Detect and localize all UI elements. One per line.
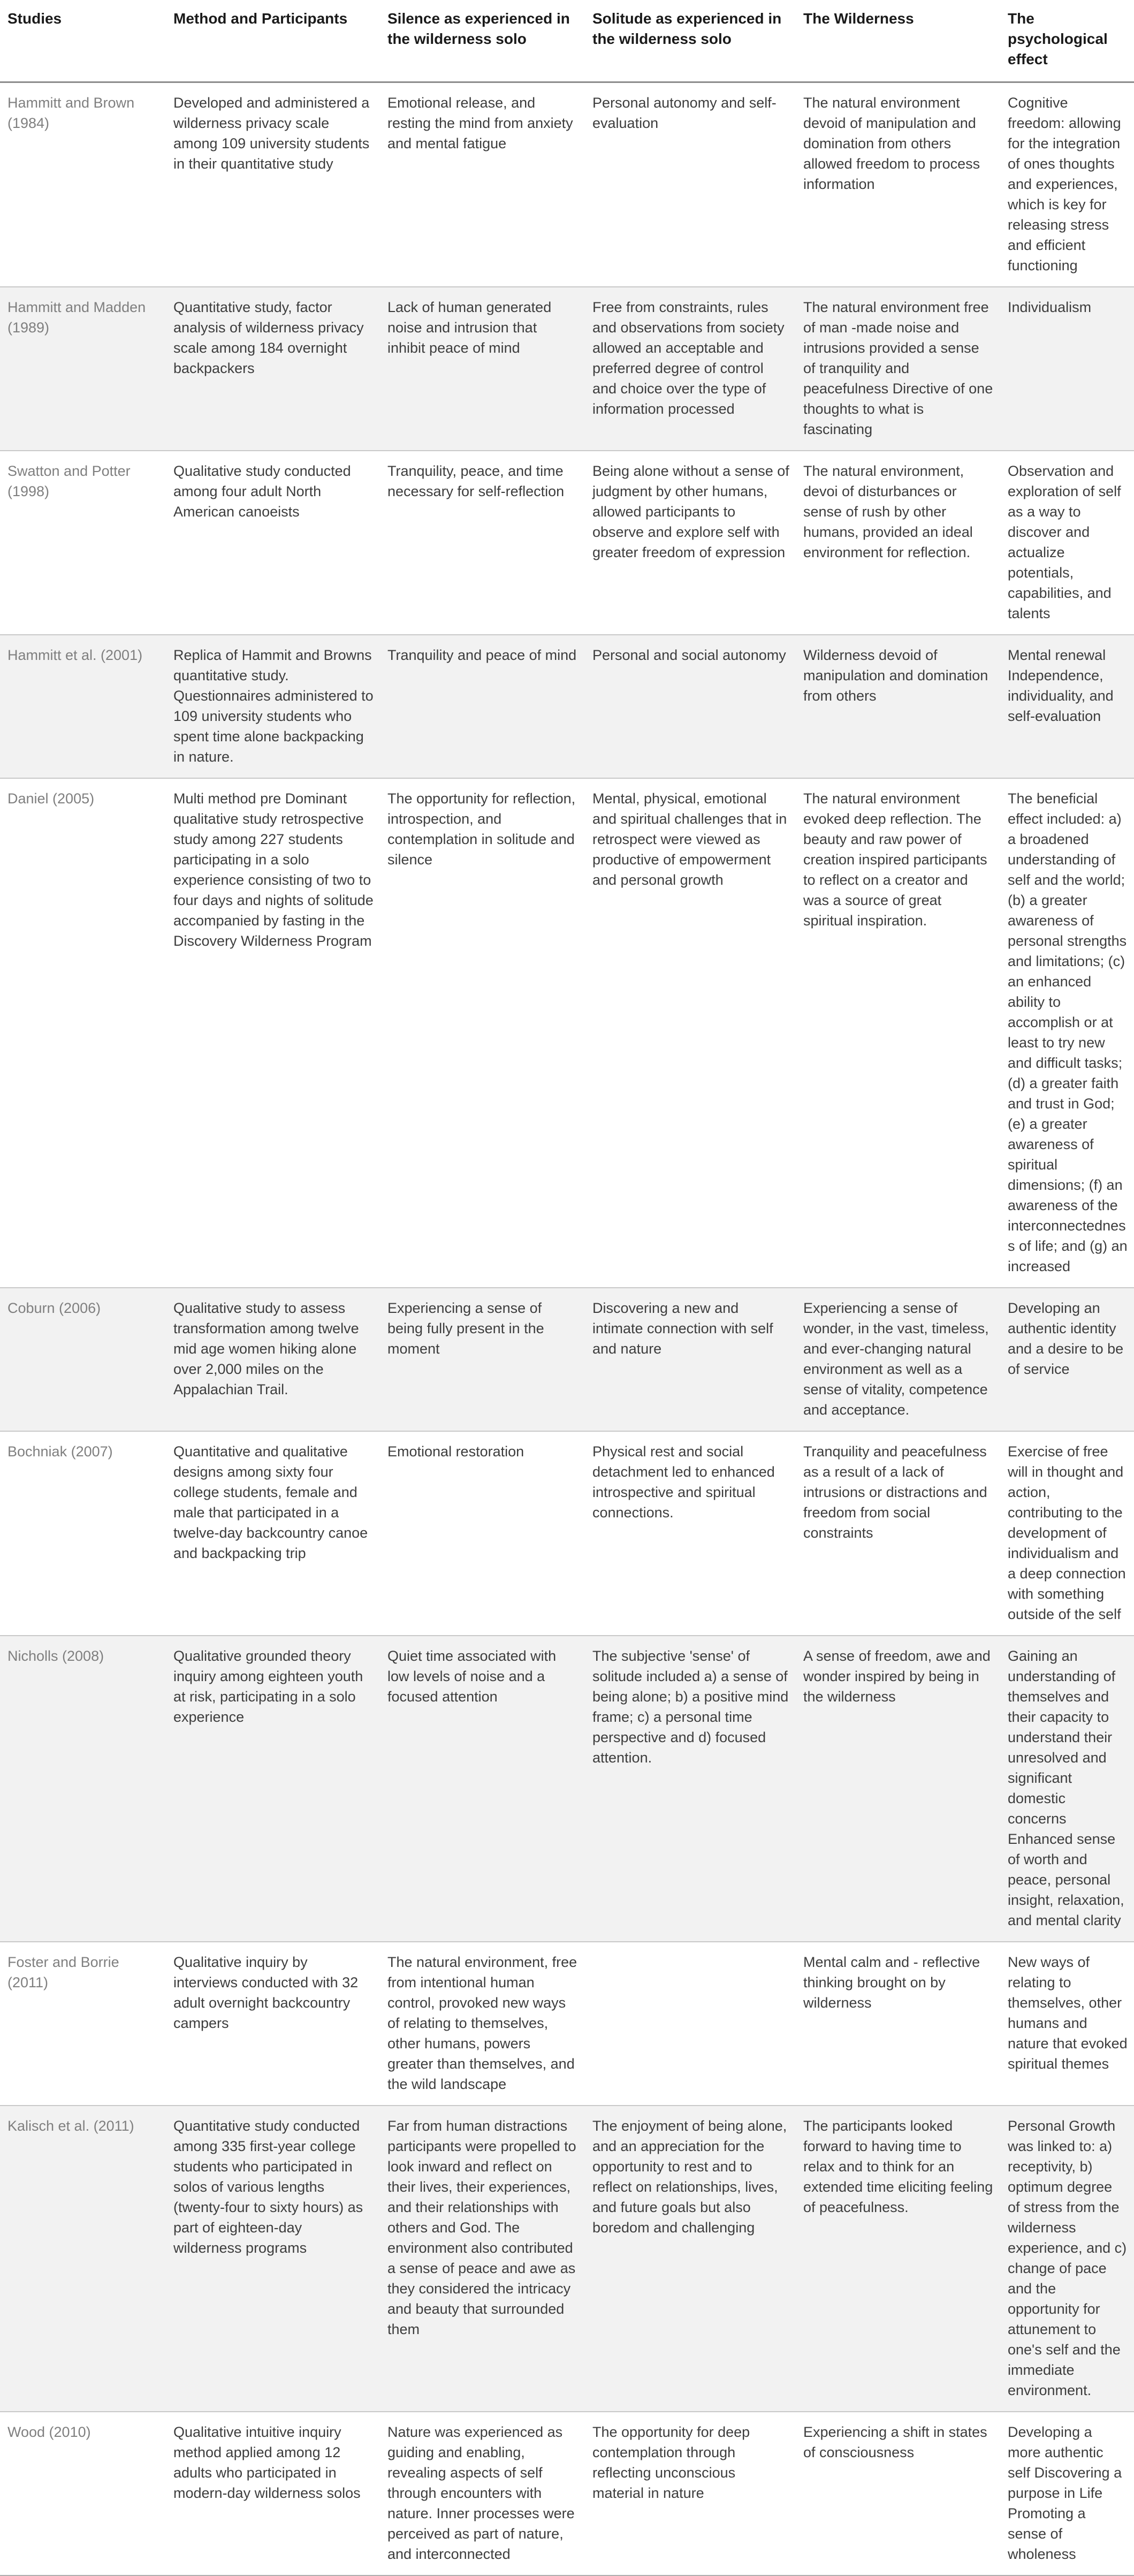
cell-solitude: Personal and social autonomy xyxy=(585,635,796,778)
table-row xyxy=(0,1942,1134,2106)
table-row xyxy=(0,1431,1134,1636)
cell-silence: Tranquility and peace of mind xyxy=(380,635,585,778)
cell-solitude: Physical rest and social detachment led to enhanced introspective and spiritual connections. xyxy=(585,1431,796,1636)
header-studies: Studies xyxy=(0,0,166,82)
cell-method: Qualitative grounded theory inquiry among eighteen youth at risk, participating in a solo experience xyxy=(166,1636,380,1942)
table-header xyxy=(0,0,1134,82)
cell-method: Developed and administered a wilderness privacy scale among 109 university students in their quantitative study xyxy=(166,82,380,287)
table-row xyxy=(0,1288,1134,1431)
cell-silence: The opportunity for reflection, introspection, and contemplation in solitude and silence xyxy=(380,778,585,1288)
cell-solitude: Discovering a new and intimate connection with self and nature xyxy=(585,1288,796,1431)
cell-silence: Experiencing a sense of being fully present in the moment xyxy=(380,1288,585,1431)
cell-effect: Gaining an understanding of themselves and their capacity to understand their unresolved and significant domestic concerns Enhanced sense of worth and peace, personal insight, relaxation, and mental clarity xyxy=(1000,1636,1134,1942)
cell-effect: Personal Growth was linked to: a) receptivity, b) optimum degree of stress from the wilderness experience, and c) change of pace and the opportunity for attunement to one's self and the immediate environment. xyxy=(1000,2106,1134,2412)
cell-wilderness: The natural environment devoid of manipulation and domination from others allowed freedom to process information xyxy=(796,82,1000,287)
cell-method: Quantitative study conducted among 335 first-year college students who participated in solos of various lengths (twenty-four to sixty hours) as part of eighteen-day wilderness programs xyxy=(166,2106,380,2412)
table-row xyxy=(0,778,1134,1288)
cell-study: Hammitt and Madden (1989) xyxy=(0,287,166,451)
cell-solitude: Mental, physical, emotional and spiritual challenges that in retrospect were viewed as productive of empowerment and personal growth xyxy=(585,778,796,1288)
table-body xyxy=(0,82,1134,2576)
cell-effect: Observation and exploration of self as a way to discover and actualize potentials, capabilities, and talents xyxy=(1000,451,1134,635)
cell-silence: Far from human distractions participants were propelled to look inward and reflect on their lives, their experiences, and their relationships with others and God. The environment also contributed a sense of peace and awe as they considered the intricacy and beauty that surrounded them xyxy=(380,2106,585,2412)
cell-method: Qualitative study conducted among four adult North American canoeists xyxy=(166,451,380,635)
cell-wilderness: Tranquility and peacefulness as a result of a lack of intrusions or distractions and freedom from social constraints xyxy=(796,1431,1000,1636)
cell-study: Daniel (2005) xyxy=(0,778,166,1288)
header-effect: The psychological effect xyxy=(1000,0,1134,82)
cell-method: Qualitative study to assess transformation among twelve mid age women hiking alone over 2,000 miles on the Appalachian Trail. xyxy=(166,1288,380,1431)
cell-study: Coburn (2006) xyxy=(0,1288,166,1431)
cell-effect: Developing an authentic identity and a desire to be of service xyxy=(1000,1288,1134,1431)
cell-wilderness: Wilderness devoid of manipulation and domination from others xyxy=(796,635,1000,778)
cell-method: Multi method pre Dominant qualitative study retrospective study among 227 students participating in a solo experience consisting of two to four days and nights of solitude accompanied by fasting in the Discovery Wilderness Program xyxy=(166,778,380,1288)
cell-study: Kalisch et al. (2011) xyxy=(0,2106,166,2412)
cell-wilderness: The participants looked forward to having time to relax and to think for an extended time eliciting feeling of peacefulness. xyxy=(796,2106,1000,2412)
cell-effect: New ways of relating to themselves, other humans and nature that evoked spiritual themes xyxy=(1000,1942,1134,2106)
cell-solitude: Personal autonomy and self-evaluation xyxy=(585,82,796,287)
cell-effect: Exercise of free will in thought and action, contributing to the development of individualism and a deep connection with something outside of the self xyxy=(1000,1431,1134,1636)
cell-solitude: The opportunity for deep contemplation through reflecting unconscious material in nature xyxy=(585,2412,796,2575)
header-wilderness: The Wilderness xyxy=(796,0,1000,82)
cell-method: Qualitative inquiry by interviews conducted with 32 adult overnight backcountry campers xyxy=(166,1942,380,2106)
cell-study: Wood (2010) xyxy=(0,2412,166,2575)
cell-wilderness: Experiencing a sense of wonder, in the vast, timeless, and ever-changing natural environment as well as a sense of vitality, competence and acceptance. xyxy=(796,1288,1000,1431)
cell-silence: Quiet time associated with low levels of noise and a focused attention xyxy=(380,1636,585,1942)
table-row xyxy=(0,1636,1134,1942)
header-row xyxy=(0,0,1134,82)
table-row xyxy=(0,635,1134,778)
cell-method: Qualitative intuitive inquiry method applied among 12 adults who participated in modern-day wilderness solos xyxy=(166,2412,380,2575)
cell-silence: Emotional restoration xyxy=(380,1431,585,1636)
cell-method: Replica of Hammit and Browns quantitative study. Questionnaires administered to 109 university students who spent time alone backpacking in nature. xyxy=(166,635,380,778)
cell-effect: Developing a more authentic self Discovering a purpose in Life Promoting a sense of wholeness xyxy=(1000,2412,1134,2575)
table-row xyxy=(0,2106,1134,2412)
cell-study: Swatton and Potter (1998) xyxy=(0,451,166,635)
cell-effect: Individualism xyxy=(1000,287,1134,451)
cell-silence: Tranquility, peace, and time necessary for self-reflection xyxy=(380,451,585,635)
header-solitude: Solitude as experienced in the wilderness solo xyxy=(585,0,796,82)
cell-wilderness: Mental calm and - reflective thinking brought on by wilderness xyxy=(796,1942,1000,2106)
cell-study: Bochniak (2007) xyxy=(0,1431,166,1636)
cell-wilderness: The natural environment free of man -made noise and intrusions provided a sense of tranquility and peacefulness Directive of one thoughts to what is fascinating xyxy=(796,287,1000,451)
cell-study: Hammitt et al. (2001) xyxy=(0,635,166,778)
cell-solitude: Being alone without a sense of judgment by other humans, allowed participants to observe and explore self with greater freedom of expression xyxy=(585,451,796,635)
cell-method: Quantitative study, factor analysis of wilderness privacy scale among 184 overnight backpackers xyxy=(166,287,380,451)
table-row xyxy=(0,287,1134,451)
cell-effect: Cognitive freedom: allowing for the integration of ones thoughts and experiences, which is key for releasing stress and efficient functioning xyxy=(1000,82,1134,287)
cell-study: Nicholls (2008) xyxy=(0,1636,166,1942)
cell-silence: The natural environment, free from intentional human control, provoked new ways of relating to themselves, other humans, powers greater than themselves, and the wild landscape xyxy=(380,1942,585,2106)
cell-solitude: The enjoyment of being alone, and an appreciation for the opportunity to rest and to reflect on relationships, lives, and future goals but also boredom and challenging xyxy=(585,2106,796,2412)
cell-method: Quantitative and qualitative designs among sixty four college students, female and male that participated in a twelve-day backcountry canoe and backpacking trip xyxy=(166,1431,380,1636)
cell-solitude: The subjective 'sense' of solitude included a) a sense of being alone; b) a positive mind frame; c) a personal time perspective and d) focused attention. xyxy=(585,1636,796,1942)
cell-silence: Nature was experienced as guiding and enabling, revealing aspects of self through encounters with nature. Inner processes were perceived as part of nature, and interconnected xyxy=(380,2412,585,2575)
cell-wilderness: Experiencing a shift in states of consciousness xyxy=(796,2412,1000,2575)
cell-solitude: Free from constraints, rules and observations from society allowed an acceptable and preferred degree of control and choice over the type of information processed xyxy=(585,287,796,451)
cell-solitude xyxy=(585,1942,796,2106)
cell-wilderness: The natural environment, devoi of disturbances or sense of rush by other humans, provided an ideal environment for reflection. xyxy=(796,451,1000,635)
header-silence: Silence as experienced in the wilderness solo xyxy=(380,0,585,82)
table-row xyxy=(0,2412,1134,2575)
cell-wilderness: A sense of freedom, awe and wonder inspired by being in the wilderness xyxy=(796,1636,1000,1942)
cell-silence: Emotional release, and resting the mind from anxiety and mental fatigue xyxy=(380,82,585,287)
cell-study: Foster and Borrie (2011) xyxy=(0,1942,166,2106)
table-row xyxy=(0,82,1134,287)
cell-silence: Lack of human generated noise and intrusion that inhibit peace of mind xyxy=(380,287,585,451)
header-method: Method and Participants xyxy=(166,0,380,82)
table-row xyxy=(0,451,1134,635)
cell-wilderness: The natural environment evoked deep reflection. The beauty and raw power of creation inspired participants to reflect on a creator and was a source of great spiritual inspiration. xyxy=(796,778,1000,1288)
cell-study: Hammitt and Brown (1984) xyxy=(0,82,166,287)
cell-effect: Mental renewal Independence, individuality, and self-evaluation xyxy=(1000,635,1134,778)
cell-effect: The beneficial effect included: a) a broadened understanding of self and the world; (b) a greater awareness of personal strengths and limitations; (c) an enhanced ability to accomplish or at least to try new and difficult tasks; (d) a greater faith and trust in God; (e) a greater awareness of spiritual dimensions; (f) an awareness of the interconnectedness of life; and (g) an increased xyxy=(1000,778,1134,1288)
